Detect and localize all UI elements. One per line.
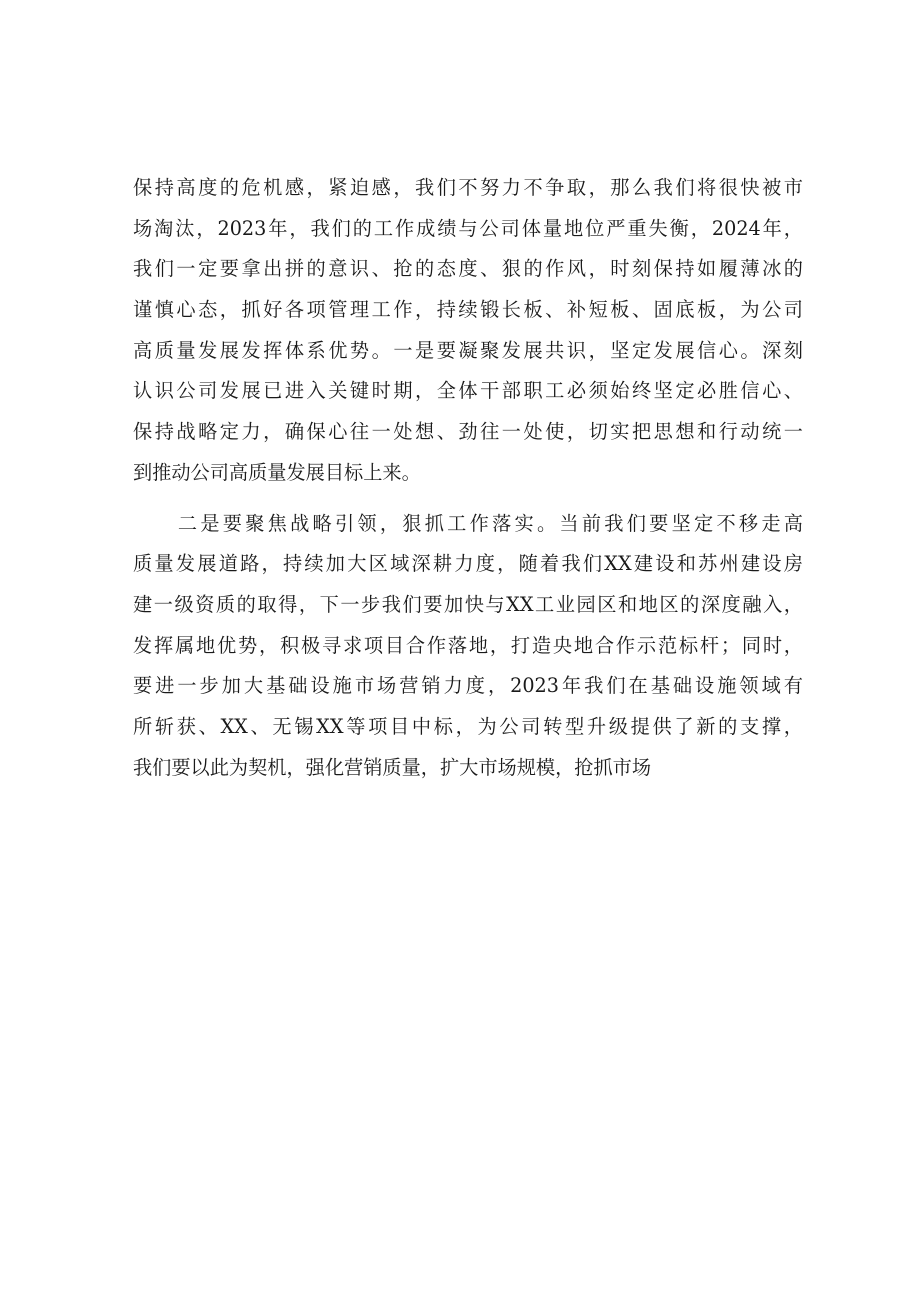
text-line: 高质量发展发挥体系优势。一是要凝聚发展共识，坚定发展信心。深刻	[133, 338, 803, 362]
text-line: 认识公司发展已进入关键时期，全体干部职工必须始终坚定必胜信心、	[133, 379, 803, 403]
text-line: 保持战略定力，确保心往一处想、劲往一处使，切实把思想和行动统一	[133, 420, 803, 444]
text-line: 要进一步加大基础设施市场营销力度，2023年我们在基础设施领域有	[133, 674, 803, 698]
text-line: 我们要以此为契机，强化营销质量，扩大市场规模，抢抓市场	[133, 755, 652, 779]
paragraph-2	[133, 504, 803, 789]
text-line: 质量发展道路，持续加大区域深耕力度，随着我们XX建设和苏州建设房	[133, 552, 803, 576]
text-line: 保持高度的危机感，紧迫感，我们不努力不争取，那么我们将很快被市	[133, 176, 803, 199]
document-body	[133, 168, 803, 788]
text-line: 谨慎心态，抓好各项管理工作，持续锻长板、补短板、固底板，为公司	[133, 298, 803, 322]
text-line: 建一级资质的取得，下一步我们要加快与XX工业园区和地区的深度融入，	[133, 592, 803, 616]
text-line: 场淘汰，2023年，我们的工作成绩与公司体量地位严重失衡，2024年，	[133, 216, 803, 240]
text-line: 我们一定要拿出拼的意识、抢的态度、狠的作风，时刻保持如履薄冰的	[133, 257, 803, 281]
text-line: 所斩获、XX、无锡XX等项目中标，为公司转型升级提供了新的支撑，	[133, 714, 803, 738]
paragraph-1	[133, 168, 803, 494]
text-line: 二是要聚焦战略引领，狠抓工作落实。当前我们要坚定不移走高	[133, 511, 803, 535]
text-line: 发挥属地优势，积极寻求项目合作落地，打造央地合作示范标杆；同时，	[133, 633, 803, 657]
paragraph-gap	[133, 494, 803, 504]
text-line: 到推动公司高质量发展目标上来。	[133, 460, 421, 484]
